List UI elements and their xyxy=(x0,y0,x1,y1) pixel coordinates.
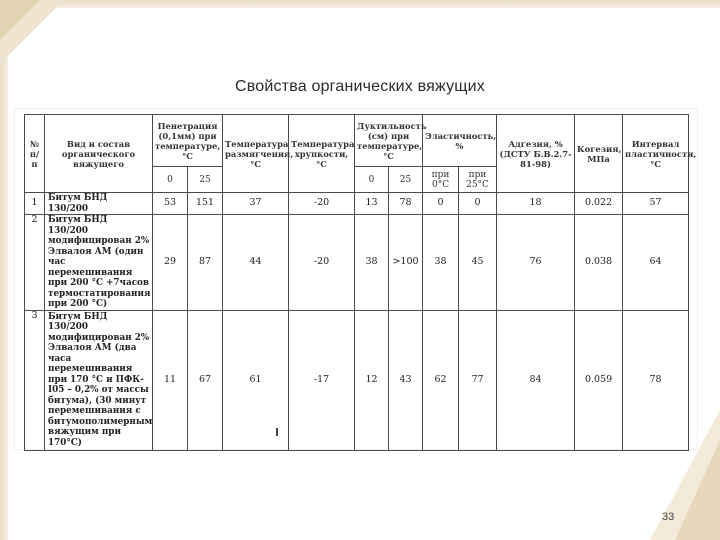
header-ductility: Дуктильность (см) при температуре,°С xyxy=(355,115,423,167)
cell-pen0: 29 xyxy=(153,215,188,311)
scanned-table-image xyxy=(14,108,698,450)
cell-brittleness: -17 xyxy=(289,310,355,450)
subheader-pen-25: 25 xyxy=(188,167,223,193)
cell-softening: 37 xyxy=(223,193,289,215)
cell-pen25: 67 xyxy=(188,310,223,450)
cell-el0: 38 xyxy=(423,215,459,311)
cell-cohesion: 0.038 xyxy=(575,215,623,311)
slide-frame-top xyxy=(0,0,720,8)
cell-pen25: 87 xyxy=(188,215,223,311)
cell-plasticity: 57 xyxy=(623,193,689,215)
cell-type: Битум БНД 130/200 модифицирован 2% Элвалоя АМ (два часа перемешивания при 170 °С и ПФК-І05 – 0,2% от массы битума), (30 минут перемешивания с битумополимерным вяжущим при 170°С) xyxy=(45,310,153,450)
cell-brittleness: -20 xyxy=(289,215,355,311)
cell-duc25: 43 xyxy=(389,310,423,450)
header-num: № п/п xyxy=(25,115,45,193)
cell-duc0: 38 xyxy=(355,215,389,311)
cell-softening: 61 xyxy=(223,310,289,450)
table-row xyxy=(25,193,689,215)
cell-cohesion: 0.022 xyxy=(575,193,623,215)
slide-title: Свойства органических вяжущих xyxy=(234,78,486,95)
cell-adhesion: 76 xyxy=(497,215,575,311)
cell-el25: 77 xyxy=(459,310,497,450)
header-cohesion: Когезия, МПа xyxy=(575,115,623,193)
cell-num: 3 xyxy=(25,310,45,450)
cell-plasticity: 64 xyxy=(623,215,689,311)
cell-softening: 44 xyxy=(223,215,289,311)
cell-duc25: >100 xyxy=(389,215,423,311)
cell-num: 2 xyxy=(25,215,45,311)
header-adhesion: Адгезия, % (ДСТУ Б.В.2.7-81-98) xyxy=(497,115,575,193)
header-plasticity: Интервал пластичности, °С xyxy=(623,115,689,193)
scan-artifact xyxy=(276,428,278,436)
cell-pen0: 53 xyxy=(153,193,188,215)
table-row xyxy=(25,215,689,311)
cell-plasticity: 78 xyxy=(623,310,689,450)
cell-num: 1 xyxy=(25,193,45,215)
cell-duc0: 12 xyxy=(355,310,389,450)
properties-table xyxy=(24,114,697,451)
cell-pen0: 11 xyxy=(153,310,188,450)
cell-el0: 0 xyxy=(423,193,459,215)
cell-el25: 0 xyxy=(459,193,497,215)
header-brittleness: Температура хрупкости, °С xyxy=(289,115,355,193)
subheader-el-0: при 0°С xyxy=(423,167,459,193)
cell-adhesion: 18 xyxy=(497,193,575,215)
cell-brittleness: -20 xyxy=(289,193,355,215)
slide-number: 33 xyxy=(662,511,675,523)
subheader-pen-0: 0 xyxy=(153,167,188,193)
header-type: Вид и состав органического вяжущего xyxy=(45,115,153,193)
header-softening: Температура размягчения, °С xyxy=(223,115,289,193)
subheader-el-25: при 25°С xyxy=(459,167,497,193)
cell-duc25: 78 xyxy=(389,193,423,215)
subheader-duc-25: 25 xyxy=(389,167,423,193)
header-penetration: Пенетрация (0,1мм) при температуре, °С xyxy=(153,115,223,167)
cell-el0: 62 xyxy=(423,310,459,450)
cell-cohesion: 0.059 xyxy=(575,310,623,450)
cell-adhesion: 84 xyxy=(497,310,575,450)
cell-duc0: 13 xyxy=(355,193,389,215)
table-row xyxy=(25,310,689,450)
subheader-duc-0: 0 xyxy=(355,167,389,193)
cell-type: Битум БНД 130/200 xyxy=(45,193,153,215)
header-elasticity: Эластичность, % xyxy=(423,115,497,167)
cell-pen25: 151 xyxy=(188,193,223,215)
cell-el25: 45 xyxy=(459,215,497,311)
cell-type: Битум БНД 130/200 модифицирован 2% Элвалоя АМ (один час перемешивания при 200 °С +7часов термостатирования при 200 °С) xyxy=(45,215,153,311)
corner-decoration xyxy=(0,0,64,64)
